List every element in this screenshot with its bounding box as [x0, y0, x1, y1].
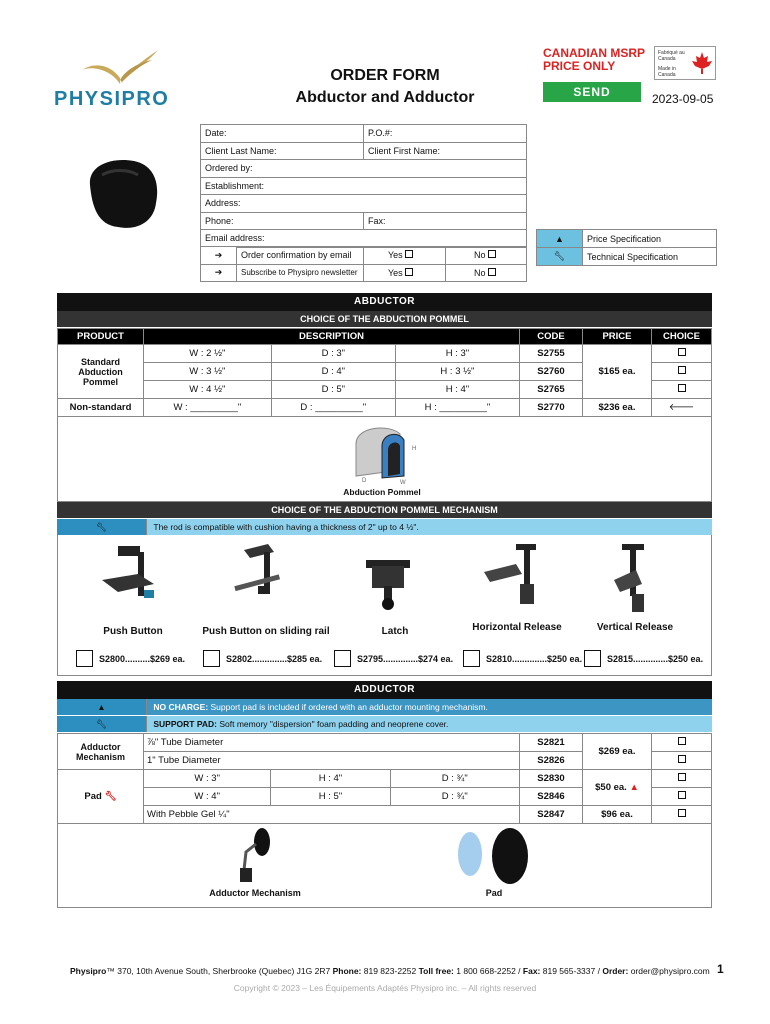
no-charge-bar: ▲ NO CHARGE: Support pad is included if ordered with an adductor mounting mechanism. — [57, 699, 712, 715]
dim-d: D : ¾" — [390, 788, 519, 806]
ordered-by-field[interactable]: Ordered by: — [201, 160, 527, 178]
pad-label: Pad 🔧︎ — [58, 770, 144, 824]
product-code: S2826 — [520, 752, 583, 770]
dim-w: W : 4" — [144, 788, 271, 806]
adductor-mechanism-image — [232, 826, 278, 888]
dim-d: D : 4" — [271, 363, 395, 381]
nonstandard-price: $236 ea. — [583, 399, 652, 417]
mechanism-choice-title: CHOICE OF THE ABDUCTION POMMEL MECHANISM — [57, 502, 712, 518]
svg-text:H: H — [412, 446, 417, 452]
client-last-name-field[interactable]: Client Last Name: — [201, 142, 364, 160]
wrench-icon: 🔧︎ — [57, 519, 147, 535]
date-field[interactable]: Date: — [201, 125, 364, 143]
dim-h: H : 3" — [395, 345, 519, 363]
mech-latch-label: Latch — [381, 626, 409, 637]
mech-vertical-code: S2815..............$250 ea. — [607, 654, 704, 664]
latch-mechanism-image — [360, 556, 426, 612]
mech-latch-code: S2795..............$274 ea. — [357, 654, 454, 664]
dim-w: W : 2 ½" — [144, 345, 272, 363]
tube-desc: 1" Tube Diameter — [144, 752, 520, 770]
nonstandard-label: Non-standard — [58, 399, 144, 417]
newsletter-no[interactable]: No — [446, 264, 527, 282]
product-code: S2770 — [520, 399, 583, 417]
choice-checkbox[interactable] — [652, 363, 712, 381]
mech-latch-checkbox[interactable] — [334, 650, 351, 667]
mech-push-button-label: Push Button — [103, 626, 163, 637]
dim-d: D : 5" — [271, 381, 395, 399]
push-button-mechanism-image — [98, 540, 164, 606]
choice-checkbox[interactable] — [652, 381, 712, 399]
order-email-link[interactable]: order@physipro.com — [630, 966, 710, 976]
warning-icon: ▲ — [537, 230, 583, 248]
gel-price: $96 ea. — [583, 806, 652, 824]
legend-table — [536, 229, 717, 266]
mechanism-note: The rod is compatible with cushion having a thickness of 2" up to 4 ½". — [153, 522, 419, 532]
product-code: S2847 — [520, 806, 583, 824]
adductor-table — [57, 733, 712, 824]
choice-checkbox[interactable] — [652, 770, 712, 788]
mech-horizontal-code: S2810..............$250 ea. — [486, 654, 583, 664]
client-info-form — [200, 124, 527, 248]
establishment-field[interactable]: Establishment: — [201, 177, 527, 195]
mech-horizontal-label: Horizontal Release — [472, 622, 562, 633]
newsletter-yes[interactable]: Yes — [364, 264, 446, 282]
warning-icon: ▲ — [629, 782, 639, 793]
mech-sliding-rail-code: S2802..............$285 ea. — [226, 654, 323, 664]
vertical-release-mechanism-image — [598, 540, 668, 616]
mech-push-button-checkbox[interactable] — [76, 650, 93, 667]
dim-w: W : 3" — [144, 770, 271, 788]
header-code: CODE — [520, 329, 583, 345]
dim-h: H : 3 ½" — [395, 363, 519, 381]
price-spec-label: Price Specification — [583, 230, 717, 248]
po-field[interactable]: P.O.#: — [364, 125, 527, 143]
address-field[interactable]: Address: — [201, 195, 527, 213]
header-product: PRODUCT — [58, 329, 144, 345]
pad-price: $50 ea. ▲ — [583, 770, 652, 806]
dim-w: W : 4 ½" — [144, 381, 272, 399]
maple-leaf-icon — [691, 51, 713, 75]
standard-pommel-label: Standard Abduction Pommel — [58, 345, 144, 399]
pommel-table — [57, 328, 712, 417]
arrow-left-icon: 🡐 — [652, 399, 712, 417]
product-code: S2760 — [520, 363, 583, 381]
adductor-section-title: ADDUCTOR — [57, 681, 712, 699]
dim-h: H : 4" — [395, 381, 519, 399]
abductor-section-title: ABDUCTOR — [57, 293, 712, 311]
svg-text:D: D — [362, 478, 367, 484]
dim-d: D : 3" — [271, 345, 395, 363]
arrow-right-icon: ➔ — [201, 247, 237, 265]
pebble-gel-desc: With Pebble Gel ¼" — [144, 806, 520, 824]
pommel-caption: Abduction Pommel — [343, 487, 421, 497]
mech-vertical-checkbox[interactable] — [584, 650, 601, 667]
choice-checkbox[interactable] — [652, 752, 712, 770]
physipro-wings-logo — [80, 48, 160, 88]
dim-d: D : ¾" — [390, 770, 519, 788]
horizontal-release-mechanism-image — [480, 540, 550, 610]
mech-horizontal-checkbox[interactable] — [463, 650, 480, 667]
mech-sliding-rail-checkbox[interactable] — [203, 650, 220, 667]
product-code: S2846 — [520, 788, 583, 806]
order-confirmation-label: Order confirmation by email — [237, 247, 364, 265]
logo-text: PHYSIPRO — [54, 88, 170, 110]
product-code: S2765 — [520, 381, 583, 399]
newsletter-label: Subscribe to Physipro newsletter — [237, 264, 364, 282]
mech-push-button-code: S2800..........$269 ea. — [99, 654, 186, 664]
pad-image — [452, 826, 532, 888]
adductor-mech-price: $269 ea. — [583, 734, 652, 770]
ns-depth-input[interactable]: D : _________" — [271, 399, 395, 417]
tech-spec-label: Technical Specification — [583, 248, 717, 266]
standard-price: $165 ea. — [583, 345, 652, 399]
form-subtitle: Abductor and Adductor — [295, 89, 475, 106]
wrench-icon: 🔧︎ — [537, 248, 583, 266]
dim-h: H : 5" — [271, 788, 390, 806]
tube-desc: ⅞" Tube Diameter — [144, 734, 520, 752]
phone-field[interactable]: Phone: — [201, 212, 364, 230]
order-confirmation-yes[interactable]: Yes — [364, 247, 446, 265]
arrow-right-icon: ➔ — [201, 264, 237, 282]
mechanism-note-bar — [57, 519, 712, 535]
mech-vertical-label: Vertical Release — [596, 622, 674, 633]
pommel-choice-title: CHOICE OF THE ABDUCTION POMMEL — [57, 311, 712, 327]
send-button[interactable]: SEND — [543, 82, 641, 102]
order-confirmation-no[interactable]: No — [446, 247, 527, 265]
pad-caption: Pad — [485, 888, 503, 898]
product-code: S2830 — [520, 770, 583, 788]
warning-icon: ▲ — [57, 699, 147, 715]
product-code: S2821 — [520, 734, 583, 752]
choice-checkbox[interactable] — [652, 345, 712, 363]
pommel-diagram — [342, 420, 422, 486]
dim-h: H : 4" — [271, 770, 390, 788]
svg-text:W: W — [400, 480, 406, 486]
page-number: 1 — [717, 962, 724, 976]
ns-width-input[interactable]: W : _________" — [144, 399, 272, 417]
header-price: PRICE — [583, 329, 652, 345]
header-choice: CHOICE — [652, 329, 712, 345]
form-date: 2023-09-05 — [652, 92, 714, 106]
adductor-mechanism-label: Adductor Mechanism — [58, 734, 144, 770]
wrench-icon: 🔧︎ — [104, 791, 117, 802]
email-field[interactable]: Email address: — [201, 230, 527, 248]
support-pad-bar: 🔧︎ SUPPORT PAD: Soft memory "dispersion" foam padding and neoprene cover. — [57, 716, 712, 732]
dim-w: W : 3 ½" — [144, 363, 272, 381]
choice-checkbox[interactable] — [652, 734, 712, 752]
adductor-mechanism-caption: Adductor Mechanism — [209, 888, 301, 898]
header-description: DESCRIPTION — [144, 329, 520, 345]
ns-height-input[interactable]: H : _________" — [395, 399, 519, 417]
mech-sliding-rail-label: Push Button on sliding rail — [202, 626, 330, 637]
product-code: S2755 — [520, 345, 583, 363]
pommel-photo — [82, 155, 162, 235]
wrench-icon: 🔧︎ — [57, 716, 147, 732]
choice-checkbox[interactable] — [652, 788, 712, 806]
msrp-notice: CANADIAN MSRP PRICE ONLY — [543, 46, 645, 73]
fax-field[interactable]: Fax: — [364, 212, 527, 230]
form-title: ORDER FORM — [330, 67, 440, 84]
adductor-image-area — [57, 820, 712, 908]
copyright: Copyright © 2023 – Les Équipements Adaptés Physipro inc. – All rights reserved — [233, 983, 537, 993]
made-in-canada-badge: Fabriqué au Canada Made in Canada — [654, 46, 716, 80]
client-first-name-field[interactable]: Client First Name: — [364, 142, 527, 160]
footer-contact: Physipro™ 370, 10th Avenue South, Sherbrooke (Quebec) J1G 2R7 Phone: 819 823-2252 Toll free: 1 800 668-2252 / Fax: 819 565-3337 / Order: order@physipro.com — [70, 966, 710, 976]
sliding-rail-mechanism-image — [228, 540, 294, 606]
